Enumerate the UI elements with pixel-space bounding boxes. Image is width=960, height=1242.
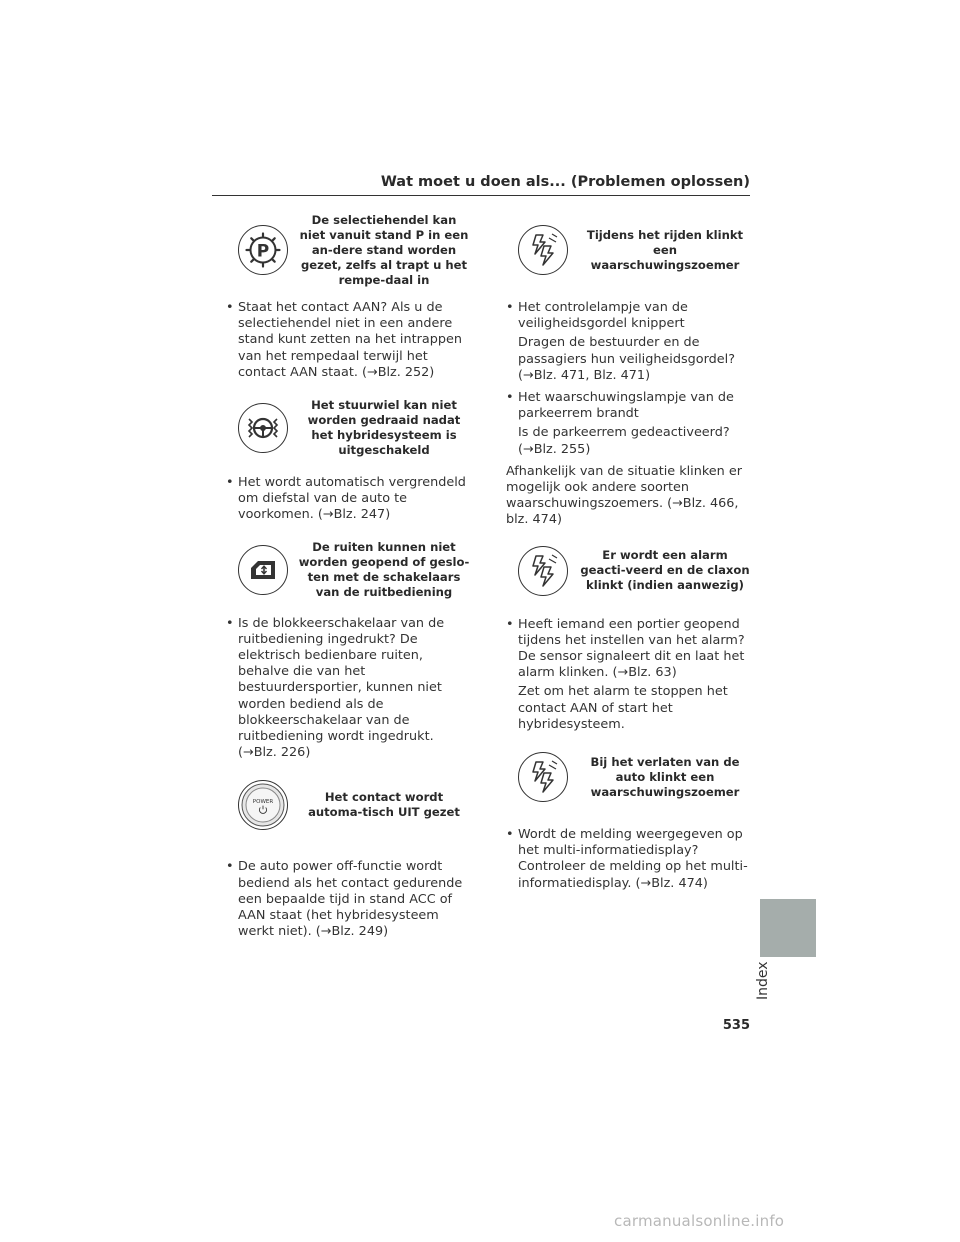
section-title: De selectiehendel kan niet vanuit stand P in een an-dere stand worden gezet, zelfs al trapt u het rempe-daal in [299, 212, 469, 287]
paragraph: Afhankelijk van de situatie klinken er mogelijk ook andere soorten waarschuwingszoemers. (→Blz. 466, blz. 474) [506, 463, 742, 528]
list-item: • Het controlelampje van de veiligheidsgordel knippert [506, 300, 752, 332]
buzzer-icon [518, 752, 568, 802]
list-item: • Staat het contact AAN? Als u de selectiehendel niet in een andere stand kunt zetten na het intrappen van het rempedaal terwijl het contact AAN staat. (→Blz. 252) [226, 300, 470, 381]
section-driving-buzzer [506, 212, 752, 288]
power-label: POWER [252, 799, 274, 806]
list-item: • Het wordt automatisch vergrendeld om diefstal van de auto te voorkomen. (→Blz. 247) [226, 475, 470, 524]
list-item: • Het waarschuwingslampje van de parkeerrem brandt [506, 390, 752, 422]
section-title: De ruiten kunnen niet worden geopend of geslo-ten met de schakelaars van de ruitbediening [298, 539, 470, 599]
list-item-detail: Zet om het alarm te stoppen het contact AAN of start het hybridesysteem. [518, 684, 728, 732]
power-button-icon [238, 780, 288, 830]
section-windows [226, 536, 470, 604]
list-item: • Wordt de melding weergegeven op het multi-informatiedisplay? Controleer de melding op het multi-informatiedisplay. (→Blz. 474) [506, 827, 752, 892]
list-item: • Is de blokkeerschakelaar van de ruitbediening ingedrukt? De elektrisch bedienbare ruiten, behalve die van het bestuurdersportier, kunnen niet worden bediend als de blokkeerschakelaar van de ruitbediening wordt ingedrukt. (→Blz. 226) [226, 616, 470, 762]
svg-text:P: P [256, 241, 270, 262]
section-steering-wheel [226, 393, 470, 463]
section-shift-lever [226, 212, 470, 288]
left-column [226, 212, 470, 940]
section-title: Het stuurwiel kan niet worden gedraaid nadat het hybridesysteem is uitgeschakeld [307, 398, 461, 458]
list-item-detail: Dragen de bestuurder en de passagiers hun veiligheidsgordel? (→Blz. 471, Blz. 471) [518, 335, 735, 383]
section-exit-buzzer [506, 745, 752, 809]
steering-lock-icon [238, 403, 288, 453]
running-header: Wat moet u doen als... (Problemen oplossen) [212, 174, 750, 196]
section-title: Het contact wordt automa-tisch UIT gezet [308, 790, 460, 820]
index-tab [760, 899, 816, 957]
section-alarm [506, 537, 752, 605]
list-item: • Heeft iemand een portier geopend tijdens het instellen van het alarm? De sensor signaleert dit en laat het alarm klinken. (→Blz. 63) [506, 617, 752, 682]
right-column [506, 212, 752, 892]
buzzer-icon [518, 546, 568, 596]
transmission-p-gear-icon [238, 225, 288, 275]
section-title: Bij het verlaten van de auto klinkt een waarschuwingszoemer [590, 754, 740, 799]
list-item: • De auto power off-functie wordt bediend als het contact gedurende een bepaalde tijd in stand ACC of AAN staat (het hybridesysteem werkt niet). (→Blz. 249) [226, 859, 470, 940]
page-number: 535 [722, 1018, 750, 1033]
power-window-icon [238, 545, 288, 595]
list-item-detail: Is de parkeerrem gedeactiveerd? (→Blz. 255) [518, 425, 730, 457]
section-contact-off [226, 773, 470, 837]
section-title: Tijdens het rijden klinkt een waarschuwingszoemer [586, 227, 744, 272]
index-tab-label: Index [755, 961, 771, 1000]
watermark: carmanualsonline.info [614, 1212, 785, 1230]
buzzer-icon [518, 225, 568, 275]
section-title: Er wordt een alarm geacti-veerd en de claxon klinkt (indien aanwezig) [580, 548, 750, 593]
